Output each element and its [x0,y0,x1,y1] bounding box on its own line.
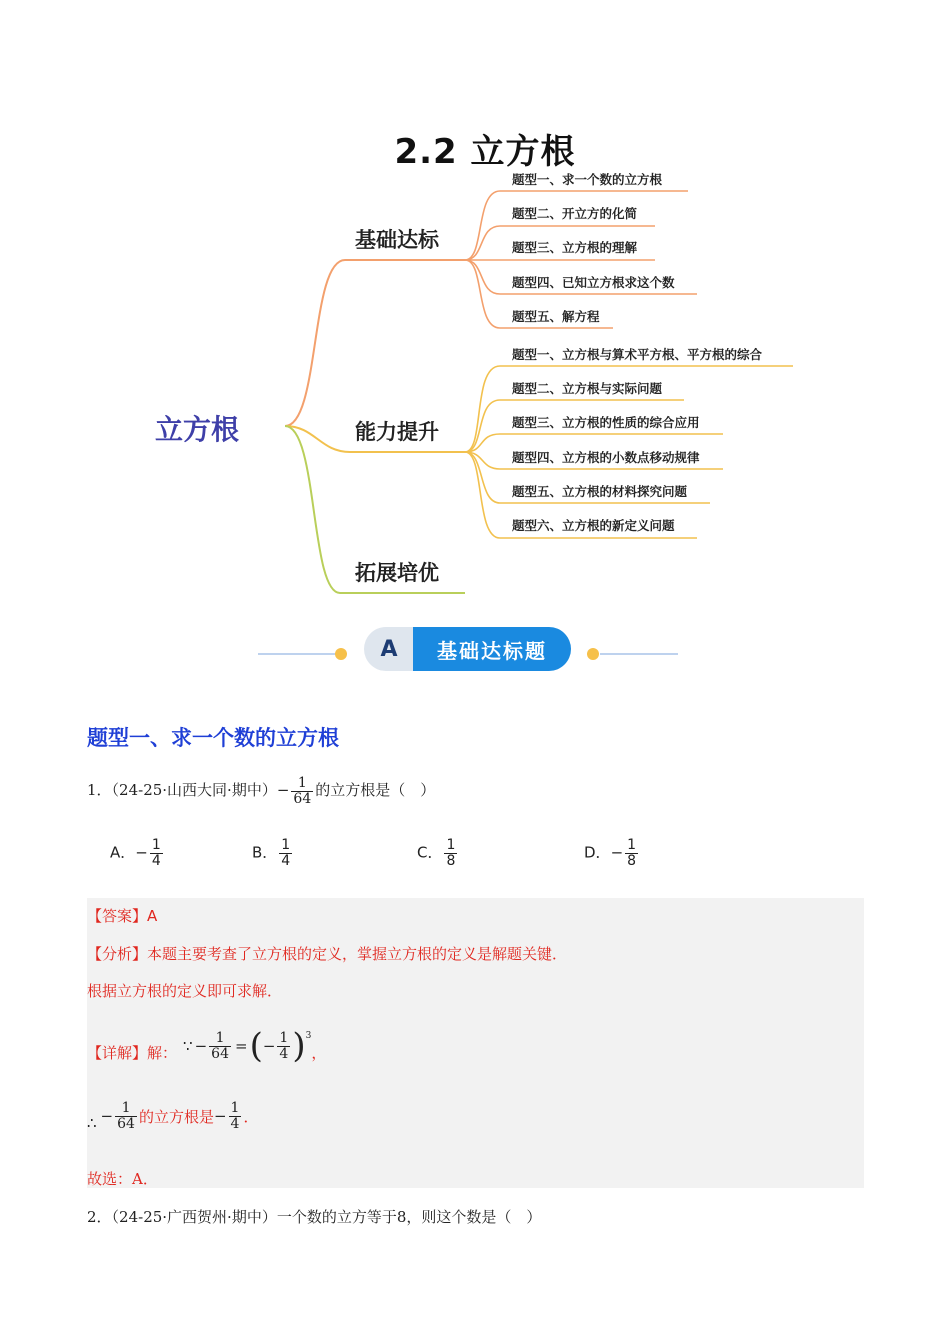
eq-fraction-2 [277,1031,290,1061]
option-c[interactable] [417,838,459,868]
fraction-denominator: 4 [279,1045,289,1062]
analysis-text: 本题主要考查了立方根的定义，掌握立方根的定义是解题关键． [147,945,568,963]
option-fraction [279,838,292,868]
option-fraction [150,838,163,868]
section-heading: 题型一、求一个数的立方根 [87,725,339,750]
leaf-basic-2: 题型二、开立方的化简 [512,206,638,221]
fraction-denominator: 8 [627,852,637,869]
fraction-numerator: 1 [215,1029,225,1046]
question-number: 1． [87,781,112,800]
page-title: 2.2 立方根 [394,132,576,172]
answer-value: A [147,907,158,925]
question-source: （24-25·山西大同·期中） [111,781,277,800]
exponent: 3 [305,1031,312,1041]
option-fraction [625,838,638,868]
banner-label: 基础达标题 [413,627,571,671]
fraction-denominator: 64 [293,790,312,807]
option-label: C． [417,843,443,862]
question-value: 8 [396,1208,407,1226]
fraction [291,776,313,806]
fraction-numerator: 1 [297,775,307,791]
minus-sign: − [276,781,290,800]
leaf-basic-1: 题型一、求一个数的立方根 [512,172,663,187]
fraction-numerator: 1 [281,837,291,853]
leaf-basic-4: 题型四、已知立方根求这个数 [512,275,675,290]
leaf-adv-4: 题型四、立方根的小数点移动规律 [512,450,700,465]
leaf-basic-3: 题型三、立方根的理解 [512,240,638,255]
option-label: D． [584,843,611,862]
detail-tag: 【详解】 [87,1043,148,1062]
option-a[interactable] [110,838,165,868]
period: ． [243,1107,259,1126]
option-d[interactable] [584,838,640,868]
branch-extension: 拓展培优 [355,561,439,585]
fraction-denominator: 4 [230,1115,240,1132]
branch-advanced: 能力提升 [355,420,439,444]
therefore-symbol: ∴ [87,1114,97,1132]
leaf-basic-5: 题型五、解方程 [512,309,600,324]
fraction-numerator: 1 [279,1029,289,1046]
fraction-numerator: 1 [627,837,637,853]
fraction-denominator: 64 [211,1045,229,1062]
leaf-adv-2: 题型二、立方根与实际问题 [512,381,663,396]
eq-fraction-1 [209,1031,231,1061]
detail-equation: ∵ − $\frac{1}{64}$ = ( − $\frac{1}{4}$ ) 3 ， [183,1026,327,1066]
fraction-numerator: 1 [230,1099,240,1116]
analysis-line [87,943,567,964]
answer-tag: 【答案】 [87,907,148,925]
option-b[interactable] [252,838,294,868]
banner-letter: A [364,627,414,671]
leaf-adv-5: 题型五、立方根的材料探究问题 [512,484,688,499]
detail-line [87,1016,326,1076]
fraction-numerator: 1 [446,837,456,853]
analysis-tag: 【分析】 [87,945,148,963]
leaf-adv-1: 题型一、立方根与算术平方根、平方根的综合 [512,347,763,362]
fraction-denominator: 4 [281,852,291,869]
option-sign: − [135,843,148,862]
branch-basic: 基础达标 [355,228,439,252]
question-text: 一个数的立方等于 [276,1208,397,1226]
conclusion-fraction-1 [115,1101,137,1131]
comma: ， [311,1043,327,1062]
fraction-denominator: 4 [151,852,161,869]
fraction-denominator: 64 [117,1115,135,1132]
fraction-numerator: 1 [121,1099,131,1116]
conclusion-text: 的立方根是 [138,1107,214,1126]
conclusion-line: ∴ − $\frac{1}{64}$ 的立方根是 − $\frac{1}{4}$ ． [87,1099,259,1132]
conclusion-fraction-2 [229,1101,242,1131]
question-text: 的立方根是（ ） [315,781,436,800]
question-1 [87,776,435,806]
because-symbol: ∵ [183,1037,193,1055]
option-label: B． [252,843,278,862]
detail-prefix: 解： [147,1043,178,1062]
question-text-end: ，则这个数是（ ） [406,1208,542,1226]
fraction-numerator: 1 [151,837,161,853]
mindmap-root: 立方根 [155,413,240,446]
fraction-denominator: 8 [446,852,456,869]
leaf-adv-3: 题型三、立方根的性质的综合应用 [512,415,700,430]
choose-line: 故选：A． [87,1170,158,1188]
analysis-line-2: 根据立方根的定义即可求解． [87,982,283,1000]
option-sign: − [610,843,624,862]
option-label: A． [110,843,136,862]
option-fraction [444,838,457,868]
question-number: 2． [87,1208,112,1226]
leaf-adv-6: 题型六、立方根的新定义问题 [512,518,675,533]
question-source: （24-25·广西贺州·期中） [111,1208,277,1226]
answer-line [87,905,157,926]
question-2 [87,1206,541,1227]
